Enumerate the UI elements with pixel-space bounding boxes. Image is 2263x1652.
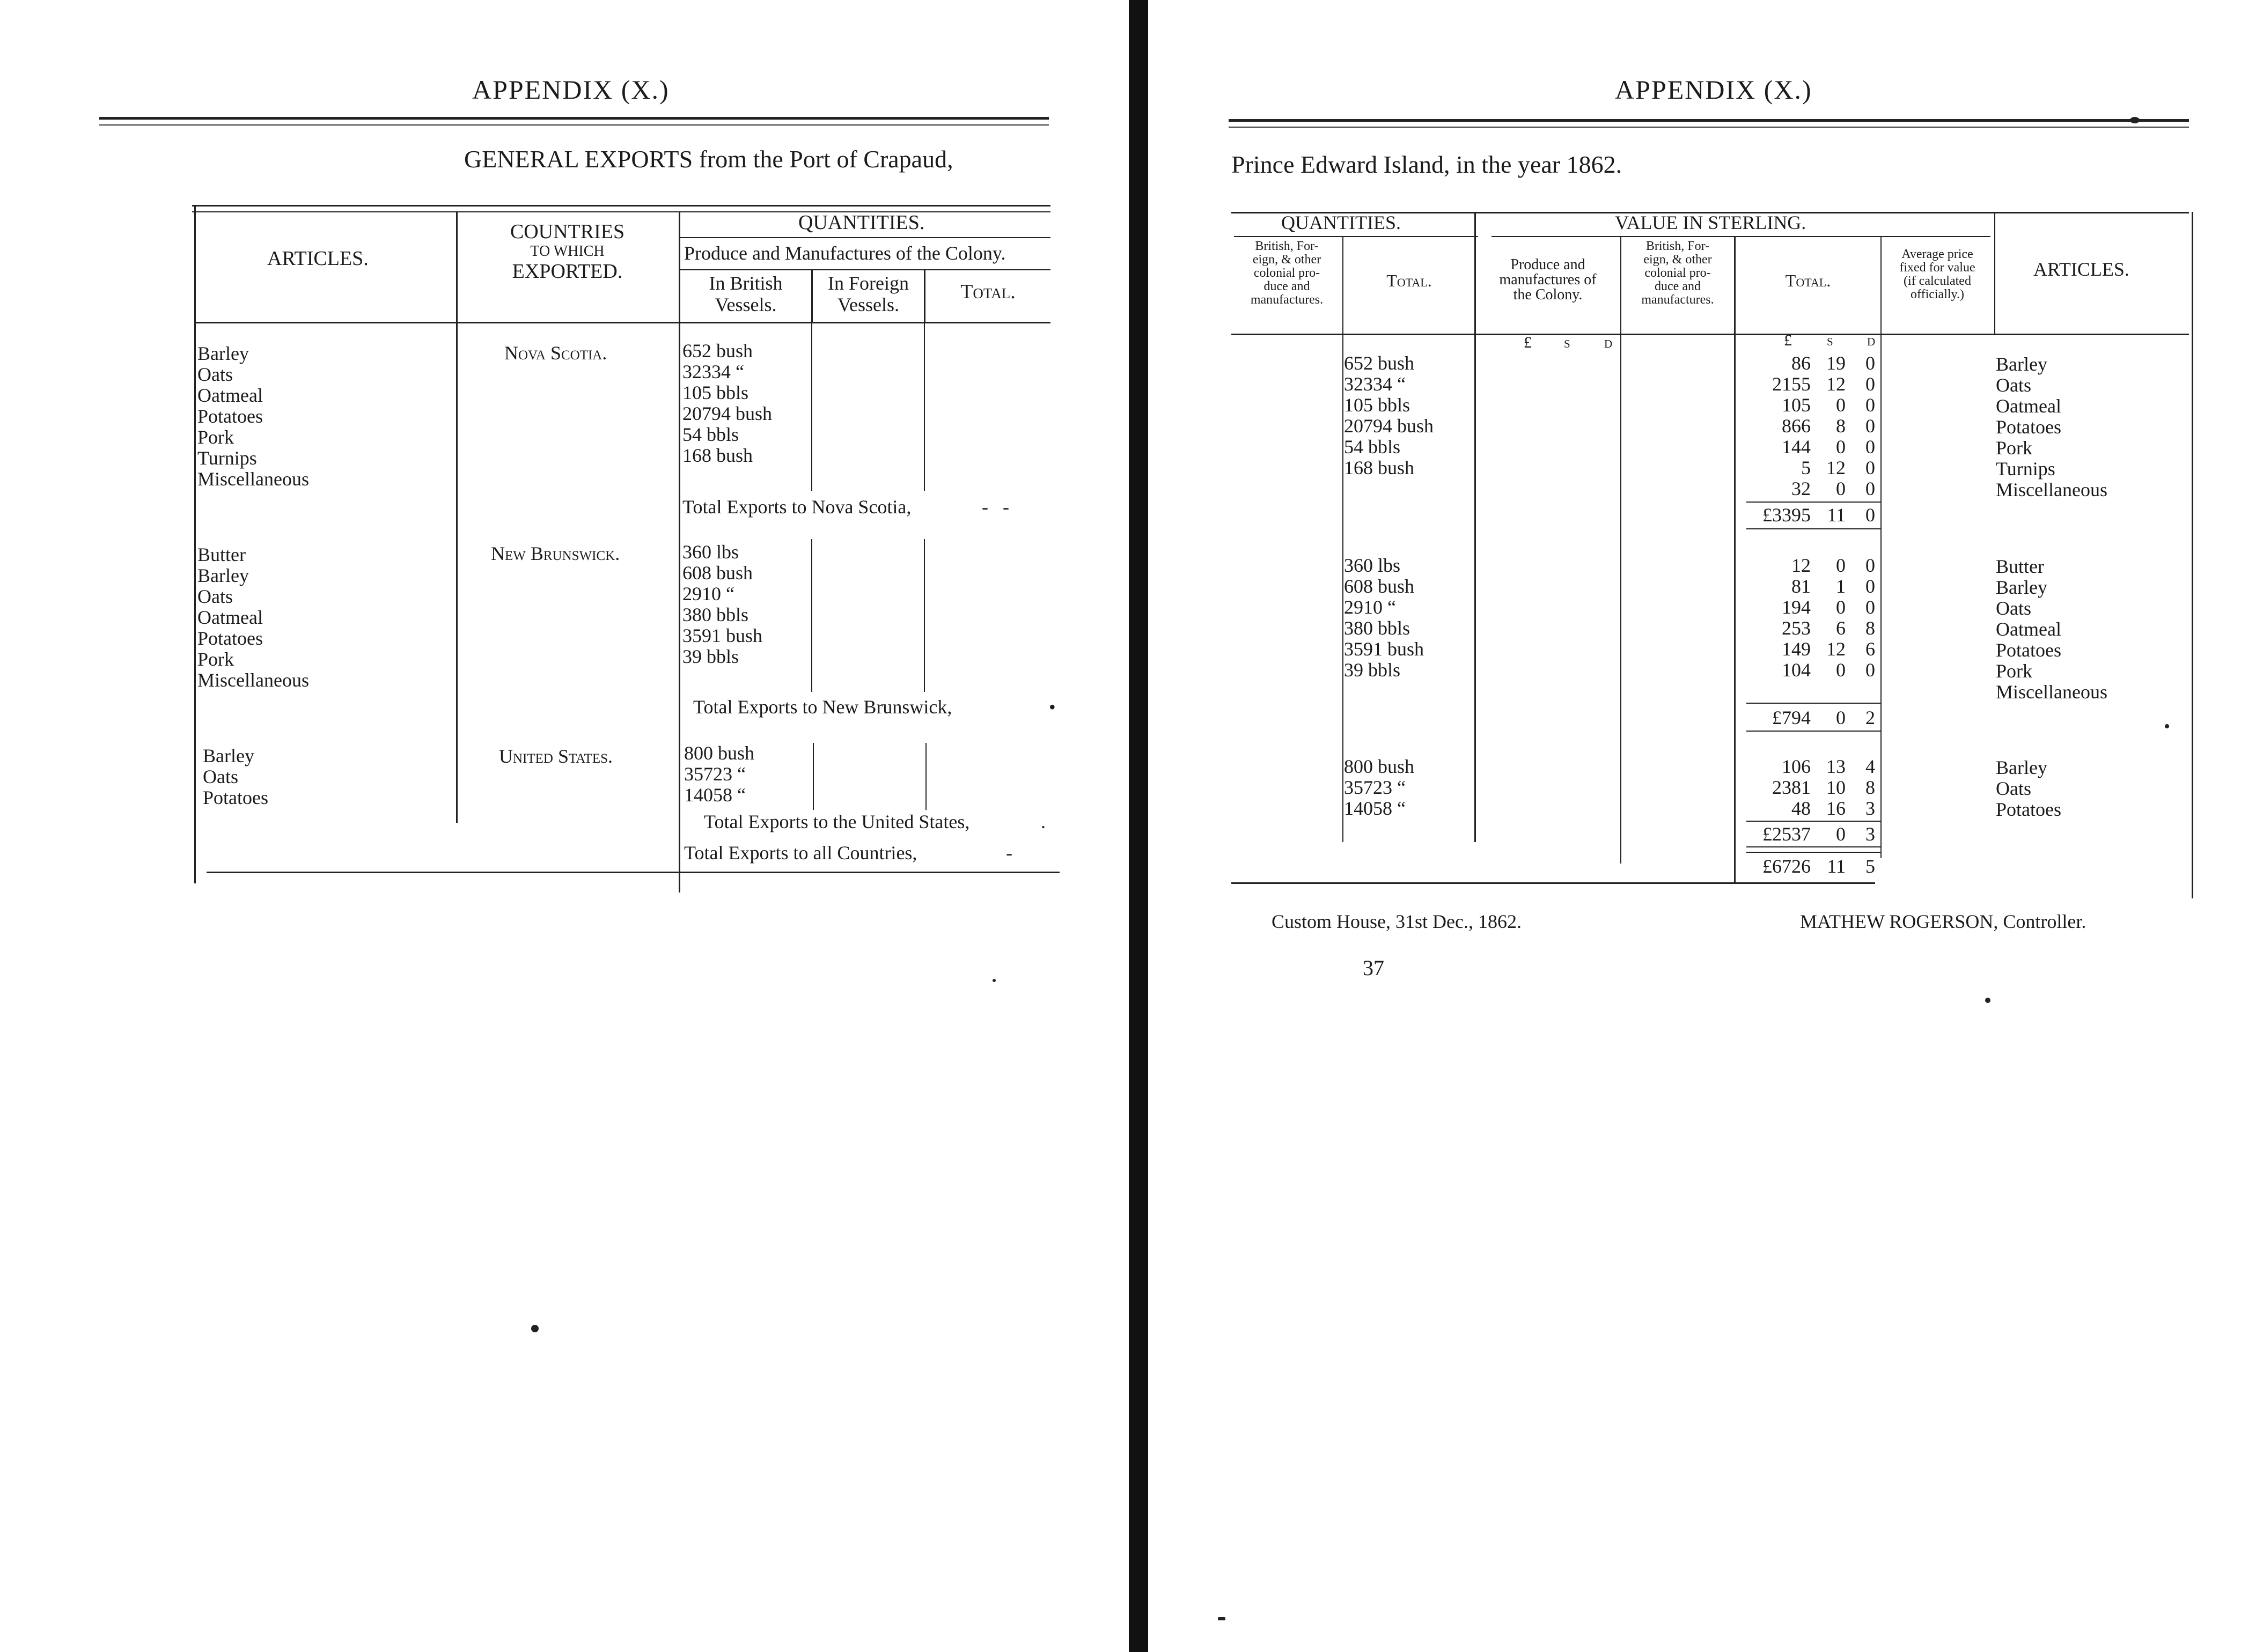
right-header-value-total: Total. — [1785, 271, 1831, 290]
list-item: Barley — [1996, 353, 2047, 375]
right-header-average — [1880, 248, 1994, 301]
list-item: 2381 — [1772, 777, 1811, 798]
right-s2-total-pounds: £794 — [1772, 707, 1811, 728]
right-header-total: Total. — [1386, 271, 1432, 290]
left-s3-divider-2 — [925, 743, 927, 810]
header-line: colonial pro- — [1253, 266, 1320, 280]
right-s3-total-rule — [1746, 846, 1880, 847]
list-item: Pork — [1996, 437, 2033, 459]
right-div-total — [1474, 212, 1476, 842]
list-item: Potatoes — [1996, 799, 2061, 820]
list-item: 20794 bush — [1344, 415, 1434, 437]
list-item: Miscellaneous — [1996, 479, 2107, 500]
left-title: GENERAL EXPORTS from the Port of Crapaud, — [464, 145, 953, 173]
list-item: 0 — [1865, 373, 1875, 395]
list-item: 0 — [1836, 555, 1846, 576]
list-item: 14058 “ — [684, 784, 746, 806]
left-s2-articles — [197, 544, 309, 691]
list-item: 2910 “ — [1344, 596, 1396, 618]
right-header-value: VALUE IN STERLING. — [1615, 212, 1806, 233]
list-item: 0 — [1836, 394, 1846, 416]
left-running-head: APPENDIX (X.) — [472, 75, 670, 105]
scan-speck — [1985, 998, 1990, 1003]
header-line: fixed for value — [1899, 261, 1975, 275]
list-item: 144 — [1782, 436, 1811, 458]
right-s1-sum-rule — [1746, 502, 1880, 503]
right-grand-rule — [1746, 852, 1880, 853]
header-line: Average price — [1901, 247, 1973, 261]
right-div-british — [1342, 236, 1343, 842]
list-item: Oatmeal — [1996, 395, 2061, 417]
list-item: 0 — [1865, 415, 1875, 437]
list-item: Barley — [1996, 757, 2047, 778]
list-item: 800 bush — [684, 742, 755, 764]
right-grand-total-pence: 5 — [1865, 856, 1875, 877]
list-item: 380 bbls — [682, 604, 749, 625]
right-lsd-shilling-2: s — [1827, 331, 1833, 349]
right-s3-total-pence: 3 — [1865, 823, 1875, 845]
list-item: 168 bush — [1344, 457, 1415, 478]
list-item: 32 — [1791, 478, 1811, 499]
right-quantities-rule — [1234, 236, 1478, 237]
left-header-british-l2: Vessels. — [715, 294, 777, 315]
list-item: Potatoes — [1996, 416, 2061, 438]
right-s2-total-shillings: 0 — [1836, 707, 1846, 728]
left-header-foreign — [813, 272, 924, 315]
left-header-countries-l1: COUNTRIES — [510, 220, 625, 243]
right-div-value-total — [1880, 236, 1882, 858]
list-item: Potatoes — [197, 628, 263, 649]
list-item: 652 bush — [682, 340, 753, 362]
right-s1-total-pence: 0 — [1865, 504, 1875, 526]
list-item: 1 — [1836, 576, 1846, 597]
left-header-bottom-rule — [196, 322, 1050, 323]
list-item: Oats — [197, 364, 233, 385]
list-item: 10 — [1826, 777, 1846, 798]
left-s1-total-label: Total Exports to Nova Scotia, — [682, 496, 912, 518]
list-item: 149 — [1782, 638, 1811, 660]
right-s2-pence — [1851, 555, 1875, 681]
list-item: 0 — [1836, 436, 1846, 458]
right-s2-articles — [1996, 556, 2107, 703]
right-div-average — [1994, 212, 1995, 334]
header-line: British, For- — [1255, 239, 1319, 253]
list-item: 360 lbs — [682, 541, 739, 563]
list-item: 39 bbls — [682, 646, 739, 667]
list-item: 48 — [1791, 798, 1811, 819]
right-table-right-rule — [2192, 212, 2193, 898]
right-s2-quantities — [1344, 555, 1424, 681]
list-item: 0 — [1836, 659, 1846, 681]
left-head-rule-thin — [99, 124, 1049, 126]
left-header-articles: ARTICLES. — [267, 247, 369, 270]
header-line: eign, & other — [1643, 253, 1712, 267]
list-item: 253 — [1782, 617, 1811, 639]
list-item: 106 — [1782, 756, 1811, 777]
left-header-british-l1: In British — [709, 272, 783, 294]
list-item: Oats — [1996, 374, 2031, 396]
right-header-british-foreign — [1231, 240, 1342, 307]
list-item: 3591 bush — [682, 625, 763, 646]
right-s3-pence — [1851, 756, 1875, 819]
right-footer-controller: MATHEW ROGERSON, Controller. — [1800, 911, 2086, 932]
list-item: 105 bbls — [1344, 394, 1410, 416]
list-item: 0 — [1865, 478, 1875, 499]
list-item: 0 — [1865, 436, 1875, 458]
list-item: Pork — [1996, 660, 2033, 682]
header-line: eign, & other — [1252, 253, 1321, 267]
list-item: Oats — [203, 766, 238, 787]
list-item: Barley — [203, 745, 254, 766]
list-item: 380 bbls — [1344, 617, 1410, 639]
right-s3-pounds — [1736, 756, 1811, 819]
left-s2-total-label: Total Exports to New Brunswick, — [693, 696, 952, 718]
list-item: 35723 “ — [684, 763, 746, 785]
left-bottom-rule — [207, 872, 1060, 873]
list-item: 652 bush — [1344, 352, 1415, 374]
list-item: 54 bbls — [682, 424, 739, 445]
list-item: Oats — [197, 586, 233, 607]
right-lsd-pound-2: £ — [1784, 331, 1792, 349]
list-item: 608 bush — [682, 562, 753, 584]
list-item: 168 bush — [682, 445, 753, 466]
right-head-rule-thin — [1229, 127, 2189, 128]
header-line: duce and — [1655, 279, 1701, 293]
list-item: 35723 “ — [1344, 777, 1406, 798]
right-value-rule — [1491, 236, 1990, 237]
left-header-produce: Produce and Manufactures of the Colony. — [684, 242, 1006, 264]
list-item: 32334 “ — [682, 361, 744, 382]
left-s2-leader: • — [1049, 696, 1056, 718]
list-item: Pork — [197, 426, 234, 448]
header-line: colonial pro- — [1644, 266, 1711, 280]
right-s3-shillings — [1813, 756, 1846, 819]
right-grand-total-shillings: 11 — [1827, 856, 1846, 877]
list-item: Potatoes — [1996, 639, 2061, 661]
list-item: 16 — [1826, 798, 1846, 819]
list-item: 0 — [1865, 555, 1875, 576]
list-item: 0 — [1865, 659, 1875, 681]
right-lsd-pound-1: £ — [1524, 334, 1532, 351]
list-item: 3591 bush — [1344, 638, 1424, 660]
list-item: Potatoes — [197, 405, 263, 427]
book-spine — [1129, 0, 1148, 1652]
left-s3-divider-1 — [813, 743, 814, 810]
left-head-rule — [99, 117, 1049, 120]
right-s3-sum-rule — [1746, 821, 1880, 822]
right-s3-articles — [1996, 757, 2061, 820]
left-header-countries — [456, 221, 679, 282]
left-header-quantities: QUANTITIES. — [798, 211, 925, 234]
scan-speck — [993, 979, 996, 982]
left-s1-british — [682, 341, 772, 466]
list-item: Barley — [197, 565, 249, 586]
list-item: 0 — [1836, 596, 1846, 618]
right-s3-quantities — [1344, 756, 1414, 819]
left-header-british — [680, 272, 811, 315]
list-item: 14058 “ — [1344, 798, 1406, 819]
header-line: Produce and — [1510, 256, 1585, 273]
left-header-foreign-l1: In Foreign — [828, 272, 909, 294]
left-header-countries-l2: TO WHICH — [530, 243, 605, 260]
left-header-total: Total. — [960, 281, 1016, 303]
list-item: Oatmeal — [1996, 618, 2061, 640]
right-header-produce — [1475, 257, 1620, 303]
right-lsd-pence-1: d — [1604, 334, 1613, 351]
list-item: 800 bush — [1344, 756, 1415, 777]
list-item: 608 bush — [1344, 576, 1415, 597]
right-header-quantities: QUANTITIES. — [1281, 212, 1401, 233]
left-s3-articles — [203, 746, 268, 808]
list-item: 866 — [1782, 415, 1811, 437]
list-item: 0 — [1865, 352, 1875, 374]
page-number: 37 — [1363, 956, 1384, 980]
header-line: manufactures. — [1641, 293, 1714, 307]
list-item: 104 — [1782, 659, 1811, 681]
scan-speck — [2165, 724, 2169, 728]
left-s3-total-label: Total Exports to the United States, — [704, 811, 970, 832]
list-item: 0 — [1865, 457, 1875, 478]
right-lsd-pence-2: d — [1867, 331, 1876, 349]
list-item: 105 — [1782, 394, 1811, 416]
list-item: Barley — [197, 343, 249, 364]
left-articles-divider — [456, 211, 458, 823]
left-s2-country: New Brunswick. — [491, 543, 620, 564]
left-header-foreign-l2: Vessels. — [837, 294, 899, 315]
right-running-head: APPENDIX (X.) — [1615, 75, 1812, 105]
right-s1-total-shillings: 11 — [1827, 504, 1846, 526]
list-item: 2155 — [1772, 373, 1811, 395]
right-footer-custom-house: Custom House, 31st Dec., 1862. — [1272, 911, 1522, 932]
left-s3-leader: . — [1041, 811, 1046, 832]
left-table-top-rule — [192, 205, 1050, 206]
header-line: the Colony. — [1513, 286, 1583, 303]
right-s3-total-pounds: £2537 — [1762, 823, 1811, 845]
list-item: 12 — [1826, 457, 1846, 478]
list-item: Turnips — [197, 447, 257, 469]
list-item: 105 bbls — [682, 382, 749, 403]
list-item: 32334 “ — [1344, 373, 1406, 395]
list-item: 4 — [1865, 756, 1875, 777]
list-item: 194 — [1782, 596, 1811, 618]
list-item: 0 — [1865, 576, 1875, 597]
right-s2-shillings — [1813, 555, 1846, 681]
list-item: 0 — [1865, 394, 1875, 416]
header-line: officially.) — [1911, 287, 1964, 301]
list-item: Turnips — [1996, 458, 2055, 480]
list-item: 12 — [1826, 373, 1846, 395]
right-s2-sum-rule — [1746, 703, 1880, 704]
left-s2-british — [682, 542, 762, 667]
left-header-countries-l3: EXPORTED. — [512, 260, 623, 283]
right-div-produce — [1620, 236, 1621, 864]
list-item: 13 — [1826, 756, 1846, 777]
left-s1-divider-2 — [924, 322, 925, 491]
list-item: 0 — [1836, 478, 1846, 499]
left-s1-country: Nova Scotia. — [504, 342, 607, 364]
header-line: British, For- — [1645, 239, 1710, 253]
list-item: 6 — [1836, 617, 1846, 639]
right-header-bottom-rule — [1231, 334, 2189, 335]
left-grand-total-label: Total Exports to all Countries, — [684, 842, 917, 864]
right-s1-quantities — [1344, 353, 1434, 478]
left-s3-country: United States. — [499, 746, 613, 767]
left-table-left-rule — [194, 205, 196, 883]
right-s2-total-rule — [1746, 731, 1880, 732]
list-item: 0 — [1865, 596, 1875, 618]
header-line: manufactures. — [1250, 293, 1324, 307]
list-item: 2910 “ — [682, 583, 734, 604]
right-title: Prince Edward Island, in the year 1862. — [1231, 151, 1622, 178]
list-item: Oats — [1996, 778, 2031, 799]
list-item: 8 — [1836, 415, 1846, 437]
list-item: 39 bbls — [1344, 659, 1401, 681]
right-s2-total-pence: 2 — [1865, 707, 1875, 728]
right-header-british-foreign2 — [1621, 240, 1734, 307]
right-s3-total-shillings: 0 — [1836, 823, 1846, 845]
right-s1-shillings — [1813, 353, 1846, 499]
list-item: Potatoes — [203, 787, 268, 808]
list-item: 54 bbls — [1344, 436, 1401, 458]
list-item: 12 — [1826, 638, 1846, 660]
list-item: 6 — [1865, 638, 1875, 660]
right-s1-total-pounds: £3395 — [1762, 504, 1811, 526]
list-item: Miscellaneous — [197, 468, 309, 490]
list-item: 81 — [1791, 576, 1811, 597]
left-s2-divider-2 — [924, 539, 925, 692]
list-item: 360 lbs — [1344, 555, 1401, 576]
scan-speck — [2130, 117, 2140, 123]
left-produce-rule — [680, 269, 1050, 270]
list-item: Miscellaneous — [197, 669, 309, 691]
list-item: Oats — [1996, 598, 2031, 619]
list-item: 20794 bush — [682, 403, 773, 424]
header-line: manufactures of — [1499, 271, 1597, 288]
list-item: Pork — [197, 648, 234, 670]
right-s1-total-rule — [1746, 528, 1880, 529]
right-header-articles: ARTICLES. — [2033, 259, 2129, 280]
list-item: Oatmeal — [197, 607, 263, 628]
list-item: Miscellaneous — [1996, 681, 2107, 703]
right-s1-articles — [1996, 354, 2107, 500]
list-item: Oatmeal — [197, 385, 263, 406]
list-item: 86 — [1791, 352, 1811, 374]
right-bottom-rule — [1231, 882, 1875, 884]
scan-speck — [531, 1325, 539, 1332]
list-item: 19 — [1826, 352, 1846, 374]
right-s1-pounds — [1736, 353, 1811, 499]
left-s3-british — [684, 743, 754, 806]
right-s1-pence — [1851, 353, 1875, 499]
left-s1-articles — [197, 343, 309, 490]
scan-speck — [1218, 1617, 1225, 1620]
list-item: 8 — [1865, 617, 1875, 639]
right-grand-total-pounds: £6726 — [1762, 856, 1811, 877]
left-quantities-rule — [680, 237, 1050, 238]
left-s2-divider-1 — [811, 539, 812, 692]
header-line: duce and — [1263, 279, 1310, 293]
list-item: 8 — [1865, 777, 1875, 798]
list-item: Barley — [1996, 577, 2047, 598]
left-grand-leader: - — [1006, 842, 1012, 864]
list-item: 5 — [1801, 457, 1811, 478]
list-item: 12 — [1791, 555, 1811, 576]
right-s2-pounds — [1736, 555, 1811, 681]
list-item: Butter — [1996, 556, 2044, 577]
right-head-rule — [1229, 119, 2189, 122]
list-item: Butter — [197, 544, 246, 565]
list-item: 3 — [1865, 798, 1875, 819]
left-s1-leader: - - — [982, 496, 1009, 518]
left-s1-divider-1 — [811, 322, 812, 491]
header-line: (if calculated — [1904, 274, 1971, 288]
right-lsd-shilling-1: s — [1564, 334, 1570, 351]
